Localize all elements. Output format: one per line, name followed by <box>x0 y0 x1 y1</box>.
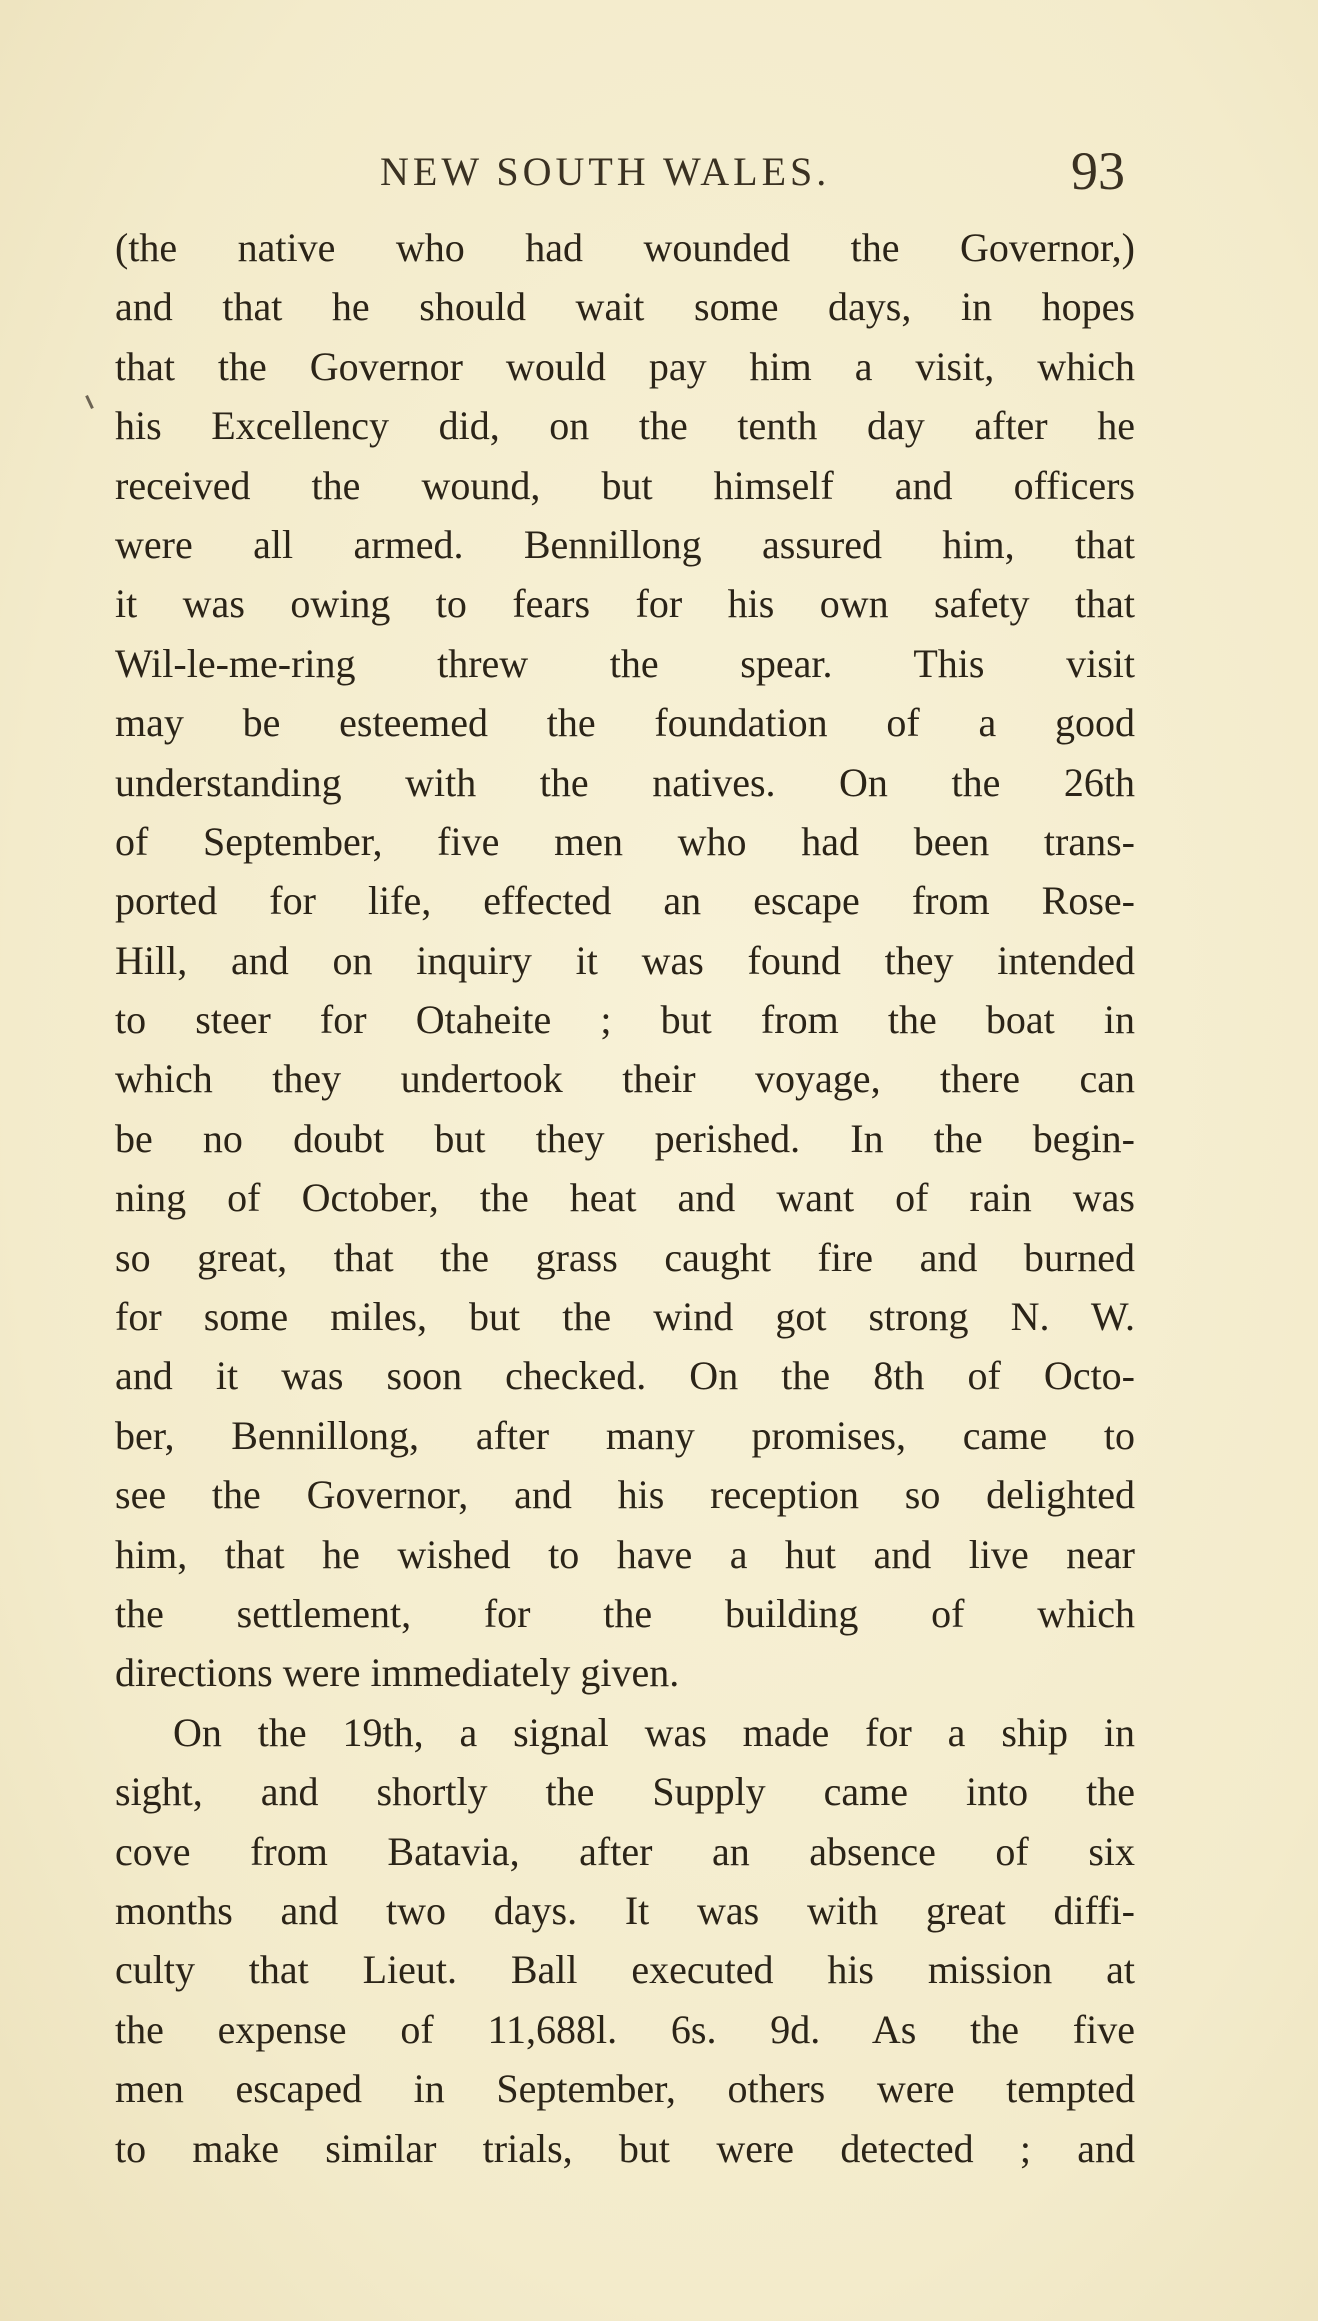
text-line: may be esteemed the foundation of a good <box>115 700 1135 746</box>
text-line: cove from Batavia, after an absence of six <box>115 1828 1135 1874</box>
text-line: men escaped in September, others were tempted <box>115 2066 1135 2112</box>
page-number: 93 <box>1071 141 1125 201</box>
text-line: the settlement, for the building of which <box>115 1590 1135 1636</box>
text-line: him, that he wished to have a hut and live near <box>115 1531 1135 1577</box>
text-line: months and two days. It was with great diffi- <box>115 1887 1135 1933</box>
text-line: the expense of 11,688l. 6s. 9d. As the five <box>115 2006 1135 2052</box>
text-line: and it was soon checked. On the 8th of Octo- <box>115 1353 1135 1399</box>
text-line: directions were immediately given. <box>115 1650 680 1696</box>
text-line: it was owing to fears for his own safety that <box>115 581 1135 627</box>
text-line: and that he should wait some days, in hopes <box>115 284 1135 330</box>
text-line: to steer for Otaheite ; but from the boat in <box>115 997 1135 1043</box>
text-line: see the Governor, and his reception so delighted <box>115 1472 1135 1518</box>
text-line: of September, five men who had been trans- <box>115 818 1135 864</box>
text-line: for some miles, but the wind got strong N. W. <box>115 1294 1135 1340</box>
text-line: understanding with the natives. On the 26th <box>115 759 1135 805</box>
text-line: to make similar trials, but were detected ; and <box>115 2125 1135 2171</box>
text-line: On the 19th, a signal was made for a ship in <box>173 1709 1135 1755</box>
text-line: ning of October, the heat and want of rain was <box>115 1175 1135 1221</box>
text-line: which they undertook their voyage, there can <box>115 1056 1135 1102</box>
text-line: that the Governor would pay him a visit, which <box>115 343 1135 389</box>
text-line: Wil-le-me-ring threw the spear. This visit <box>115 640 1135 686</box>
text-line: ported for life, effected an escape from Rose- <box>115 878 1135 924</box>
text-line: his Excellency did, on the tenth day after he <box>115 403 1135 449</box>
running-head: NEW SOUTH WALES. <box>380 149 831 194</box>
text-line: so great, that the grass caught fire and burned <box>115 1234 1135 1280</box>
text-line: were all armed. Bennillong assured him, that <box>115 521 1135 567</box>
margin-mark <box>85 395 94 409</box>
text-line: ber, Bennillong, after many promises, came to <box>115 1412 1135 1458</box>
text-line: be no doubt but they perished. In the begin- <box>115 1115 1135 1161</box>
paragraph-1 <box>115 218 1135 1703</box>
page-header <box>115 140 1135 200</box>
text-line: sight, and shortly the Supply came into the <box>115 1769 1135 1815</box>
text-line: culty that Lieut. Ball executed his mission at <box>115 1947 1135 1993</box>
text-line: received the wound, but himself and officers <box>115 462 1135 508</box>
body-text <box>115 218 1135 2178</box>
text-line: Hill, and on inquiry it was found they intended <box>115 937 1135 983</box>
paragraph-2 <box>115 1703 1135 2178</box>
text-line: (the native who had wounded the Governor,) <box>115 225 1135 270</box>
